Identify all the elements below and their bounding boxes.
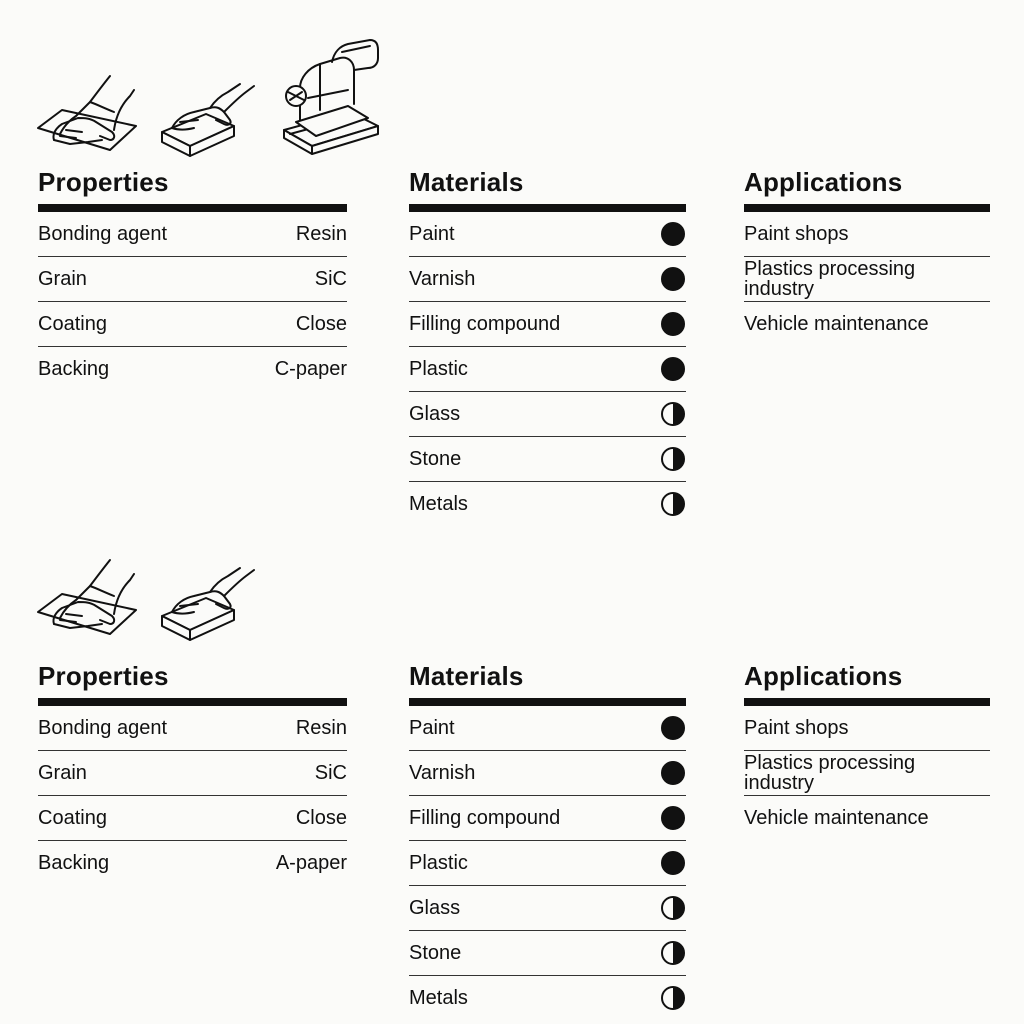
material-row	[409, 392, 686, 437]
material-row	[409, 257, 686, 302]
material-label: Varnish	[409, 268, 476, 290]
material-row	[409, 931, 686, 976]
application-item: Plastics processing industry	[744, 751, 990, 796]
material-label: Metals	[409, 987, 468, 1009]
property-label: Grain	[38, 762, 87, 784]
material-row	[409, 751, 686, 796]
material-row	[409, 212, 686, 257]
property-row	[38, 796, 347, 841]
property-row	[38, 257, 347, 302]
property-row	[38, 212, 347, 257]
rating-half-icon	[661, 896, 685, 920]
material-label: Plastic	[409, 852, 468, 874]
material-label: Metals	[409, 493, 468, 515]
usage-icons	[30, 38, 388, 163]
property-row	[38, 706, 347, 751]
material-label: Filling compound	[409, 807, 561, 829]
property-row	[38, 347, 347, 391]
material-label: Glass	[409, 403, 461, 425]
rating-half-icon	[661, 941, 685, 965]
property-row	[38, 841, 347, 885]
material-row	[409, 886, 686, 931]
rating-full-icon	[661, 267, 685, 291]
rating-full-icon	[661, 357, 685, 381]
rating-full-icon	[661, 312, 685, 336]
material-label: Stone	[409, 942, 462, 964]
properties-table	[38, 658, 347, 885]
hand-sanding-icon	[30, 68, 140, 163]
material-row	[409, 841, 686, 886]
material-row	[409, 976, 686, 1020]
usage-icons	[30, 552, 264, 647]
material-row	[409, 796, 686, 841]
applications-title: Applications	[744, 164, 990, 212]
materials-table	[409, 164, 686, 526]
rating-full-icon	[661, 716, 685, 740]
material-row	[409, 706, 686, 751]
property-label: Grain	[38, 268, 87, 290]
property-row	[38, 751, 347, 796]
properties-title: Properties	[38, 164, 347, 212]
hand-sanding-icon	[30, 552, 140, 647]
property-label: Coating	[38, 807, 107, 829]
rating-half-icon	[661, 402, 685, 426]
rating-full-icon	[661, 806, 685, 830]
sanding-block-icon	[154, 68, 264, 163]
materials-table	[409, 658, 686, 1020]
property-value: A-paper	[275, 852, 347, 874]
materials-title: Materials	[409, 658, 686, 706]
material-label: Varnish	[409, 762, 476, 784]
material-label: Plastic	[409, 358, 468, 380]
material-label: Stone	[409, 448, 462, 470]
rating-full-icon	[661, 222, 685, 246]
property-value: SiC	[314, 268, 347, 290]
applications-table	[744, 658, 990, 840]
material-label: Paint	[409, 223, 455, 245]
property-value: C-paper	[274, 358, 347, 380]
property-label: Bonding agent	[38, 717, 168, 739]
applications-list	[744, 706, 990, 840]
application-item: Paint shops	[744, 706, 990, 751]
applications-title: Applications	[744, 658, 990, 706]
material-row	[409, 347, 686, 392]
material-row	[409, 302, 686, 347]
application-item: Vehicle maintenance	[744, 313, 929, 335]
property-value: Close	[295, 807, 347, 829]
properties-table	[38, 164, 347, 391]
material-label: Filling compound	[409, 313, 561, 335]
property-row	[38, 302, 347, 347]
rating-half-icon	[661, 986, 685, 1010]
property-label: Backing	[38, 852, 110, 874]
property-value: Close	[295, 313, 347, 335]
material-label: Paint	[409, 717, 455, 739]
material-label: Glass	[409, 897, 461, 919]
materials-title: Materials	[409, 164, 686, 212]
material-row	[409, 437, 686, 482]
property-value: SiC	[314, 762, 347, 784]
product-section-2	[0, 540, 1024, 1024]
rating-half-icon	[661, 447, 685, 471]
rating-full-icon	[661, 851, 685, 875]
properties-title: Properties	[38, 658, 347, 706]
application-item: Vehicle maintenance	[744, 807, 929, 829]
application-item: Plastics processing industry	[744, 257, 990, 302]
applications-table	[744, 164, 990, 346]
rating-half-icon	[661, 492, 685, 516]
material-row	[409, 482, 686, 526]
property-label: Backing	[38, 358, 110, 380]
property-label: Coating	[38, 313, 107, 335]
property-value: Resin	[295, 717, 347, 739]
application-item: Paint shops	[744, 212, 990, 257]
applications-list	[744, 212, 990, 346]
sanding-block-icon	[154, 552, 264, 647]
rating-full-icon	[661, 761, 685, 785]
property-value: Resin	[295, 223, 347, 245]
property-label: Bonding agent	[38, 223, 168, 245]
orbital-sander-icon	[278, 38, 388, 163]
